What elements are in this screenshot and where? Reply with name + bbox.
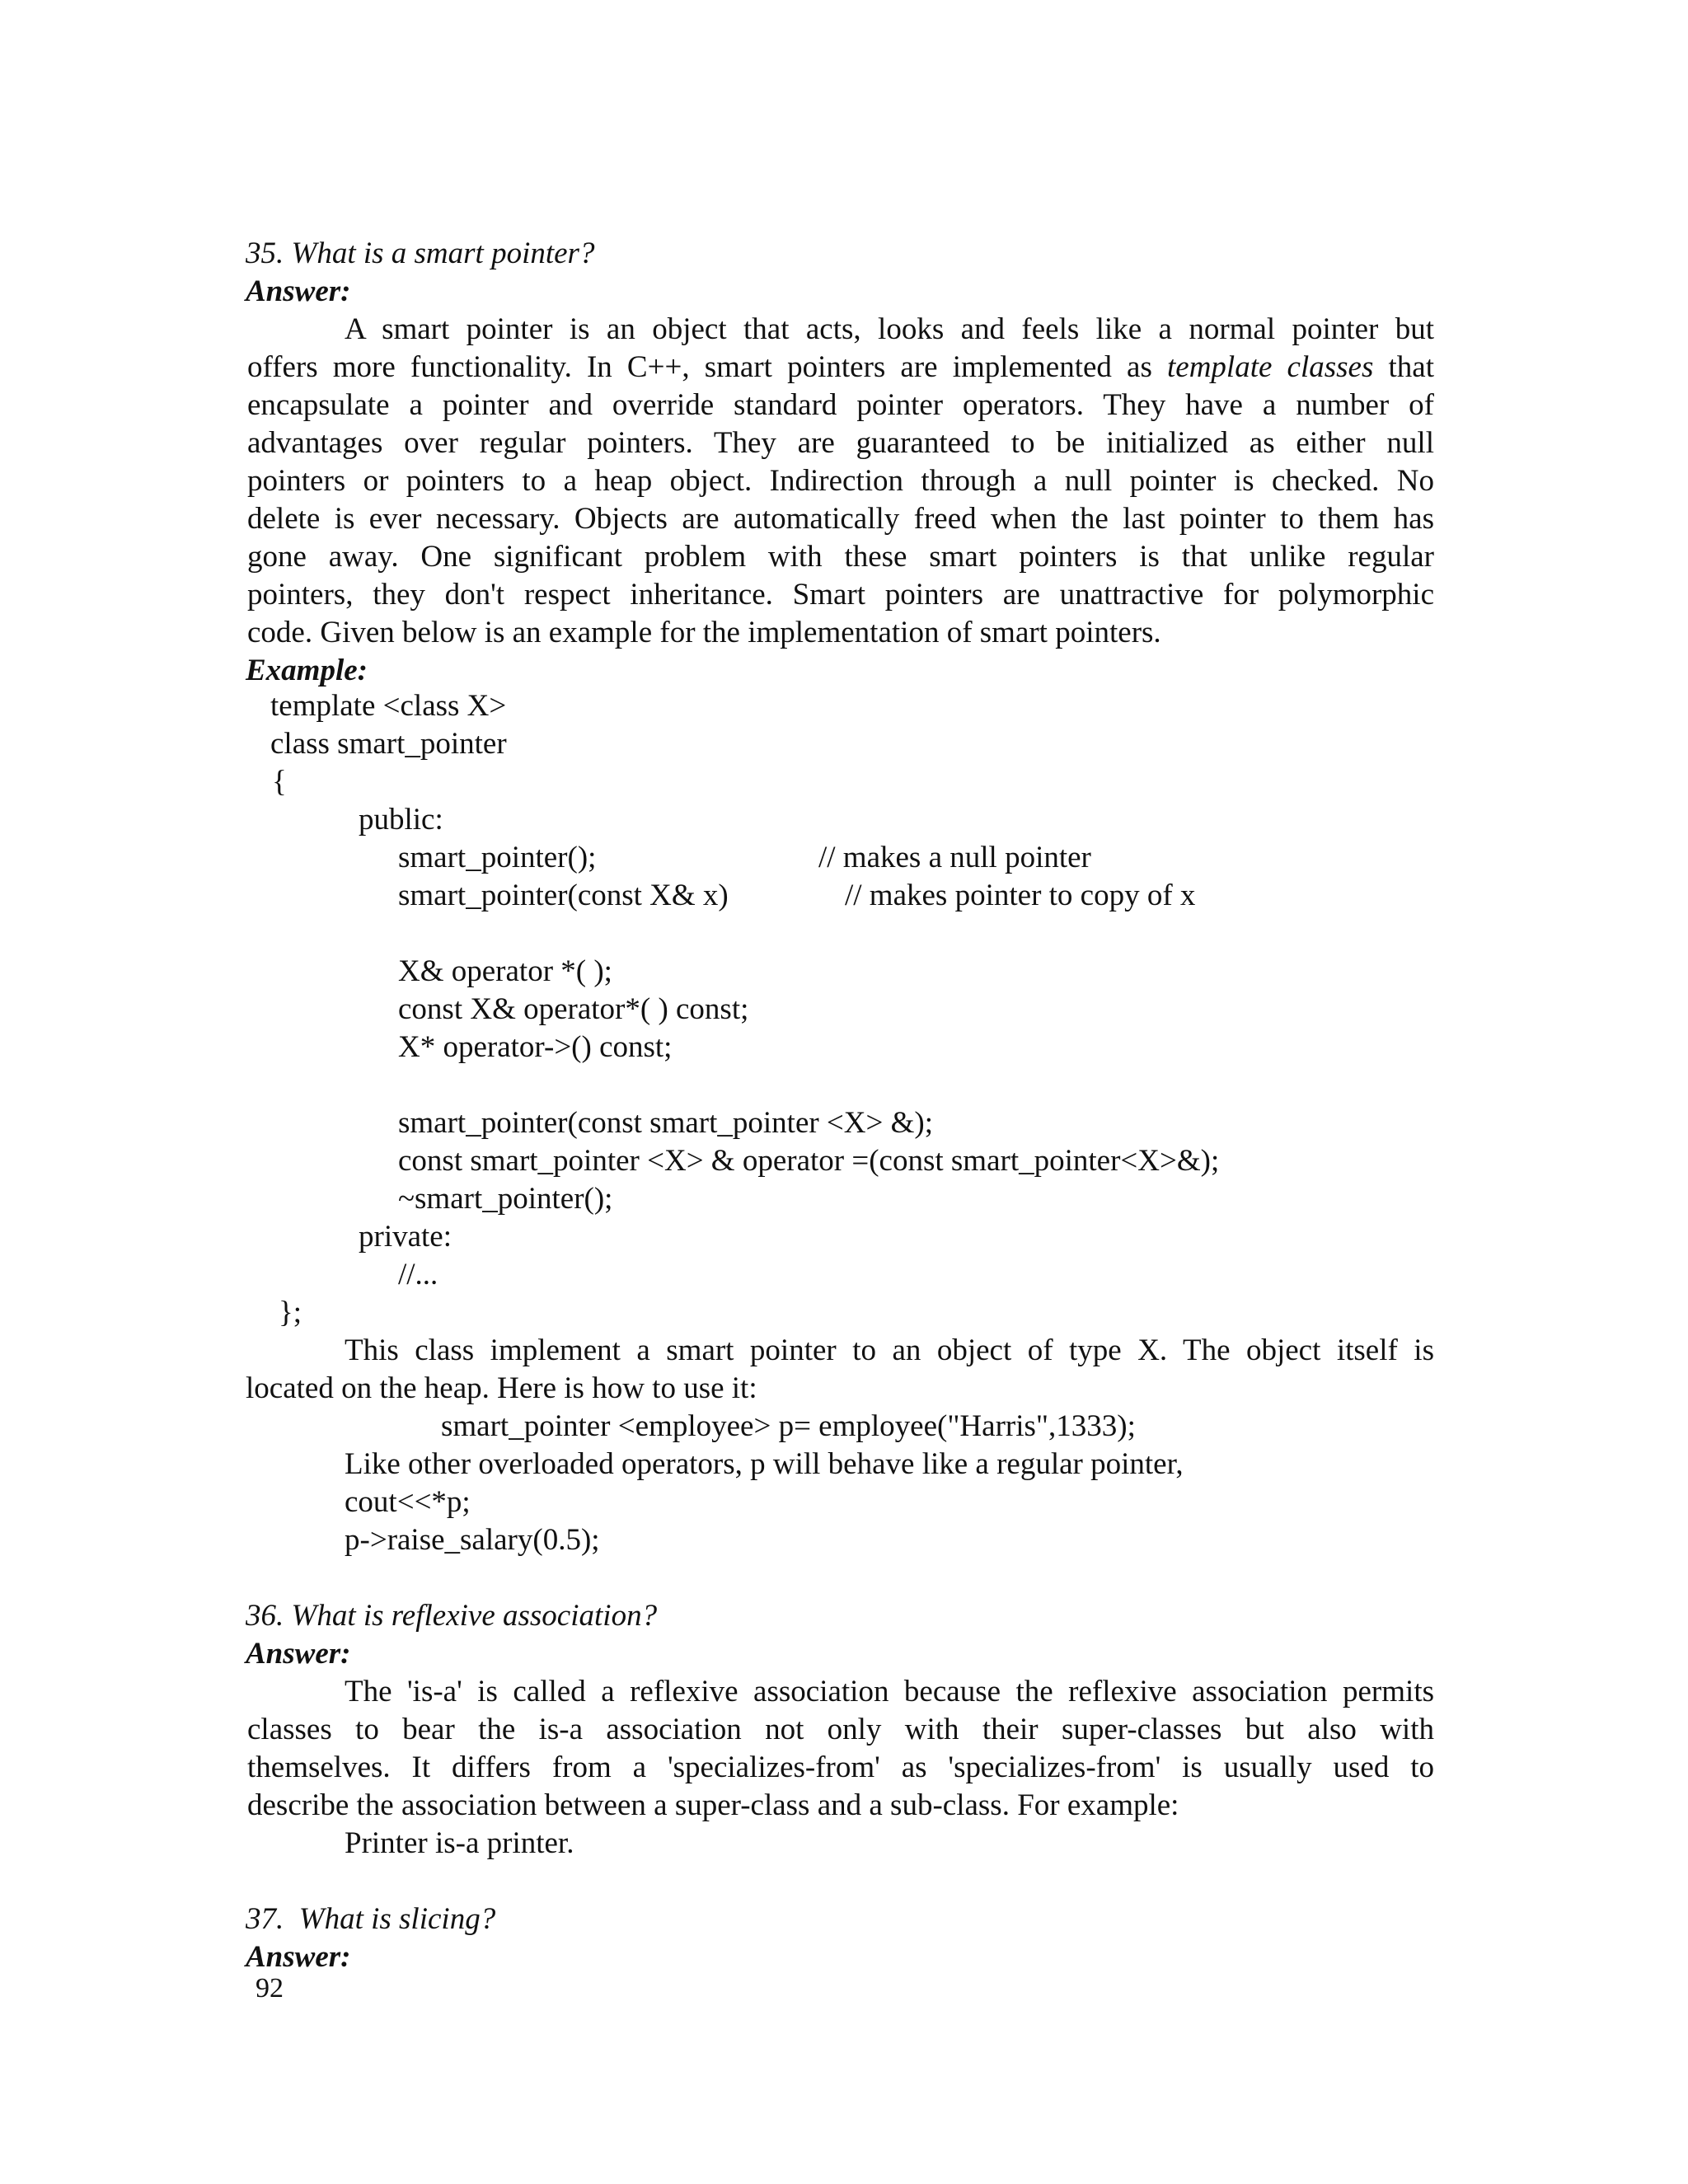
code-line-ctor-copy-x: smart_pointer(const X& x) xyxy=(398,879,729,912)
question-37-title: 37. What is slicing? xyxy=(246,1902,496,1936)
q36-para-line-3: themselves. It differs from a 'specializes-from' as 'specializes-from' is usually used to xyxy=(247,1750,1434,1784)
q35-para-line-1: A smart pointer is an object that acts, looks and feels like a normal pointer but xyxy=(345,312,1434,346)
answer-label-36: Answer: xyxy=(246,1637,351,1671)
code-line-copy-ctor: smart_pointer(const smart_pointer <X> &); xyxy=(398,1106,934,1140)
code-line-arrow-op: X* operator->() const; xyxy=(398,1030,673,1064)
q36-para-line-2: classes to bear the is-a association not only with their super-classes but also with xyxy=(247,1713,1434,1746)
q35-para-line-6: delete is ever necessary. Objects are automatically freed when the last pointer to them has xyxy=(247,502,1434,536)
q35-after-line-3: Like other overloaded operators, p will behave like a regular pointer, xyxy=(345,1447,1184,1481)
q36-para-line-4: describe the association between a super-class and a sub-class. For example: xyxy=(247,1788,1179,1822)
code-comment-null-pointer: // makes a null pointer xyxy=(818,841,1091,874)
example-label: Example: xyxy=(246,654,368,687)
question-36-title: 36. What is reflexive association? xyxy=(246,1599,658,1633)
code-line-assign-op: const smart_pointer <X> & operator =(const smart_pointer<X>&); xyxy=(398,1144,1220,1178)
question-35-title: 35. What is a smart pointer? xyxy=(246,237,595,270)
q35-para-line-3: encapsulate a pointer and override standard pointer operators. They have a number of xyxy=(247,388,1434,422)
q35-para-line-4: advantages over regular pointers. They are guaranteed to be initialized as either null xyxy=(247,426,1434,460)
code-line-destructor: ~smart_pointer(); xyxy=(398,1182,613,1216)
q35-para-line-9: code. Given below is an example for the implementation of smart pointers. xyxy=(247,616,1161,649)
code-comment-copy-of-x: // makes pointer to copy of x xyxy=(845,879,1196,912)
q36-para-line-1: The 'is-a' is called a reflexive association because the reflexive association permits xyxy=(345,1675,1434,1708)
answer-label-35: Answer: xyxy=(246,274,351,308)
code-line-public: public: xyxy=(359,803,443,837)
page-number: 92 xyxy=(256,1973,284,2004)
code-line-ellipsis-comment: //... xyxy=(398,1258,438,1291)
code-line-close-brace: }; xyxy=(279,1296,302,1329)
usage-cout-line: cout<<*p; xyxy=(345,1485,471,1519)
q35-after-line-2: located on the heap. Here is how to use it: xyxy=(246,1371,757,1405)
code-line-open-brace: { xyxy=(272,765,287,799)
template-classes-term: template classes xyxy=(1167,350,1374,384)
q35-para-line-5: pointers or pointers to a heap object. Indirection through a null pointer is checked. No xyxy=(247,464,1434,498)
q36-example-line: Printer is-a printer. xyxy=(345,1826,574,1860)
code-line-deref-op: X& operator *( ); xyxy=(398,954,612,988)
code-line-class: class smart_pointer xyxy=(270,727,507,761)
q35-after-line-1: This class implement a smart pointer to an object of type X. The object itself is xyxy=(345,1333,1434,1367)
code-line-private: private: xyxy=(359,1220,452,1254)
code-line-ctor-default: smart_pointer(); xyxy=(398,841,597,874)
answer-label-37: Answer: xyxy=(246,1940,351,1974)
q35-para-line-2: offers more functionality. In C++, smart pointers are implemented as template classes that xyxy=(247,350,1434,384)
code-line-template: template <class X> xyxy=(270,689,507,723)
q35-para-line-7: gone away. One significant problem with these smart pointers is that unlike regular xyxy=(247,540,1434,574)
usage-code-line: smart_pointer <employee> p= employee("Harris",1333); xyxy=(441,1409,1136,1443)
code-line-const-deref-op: const X& operator*( ) const; xyxy=(398,992,749,1026)
usage-raise-salary-line: p->raise_salary(0.5); xyxy=(345,1523,600,1557)
q35-para-line-8: pointers, they don't respect inheritance. Smart pointers are unattractive for polymorphic xyxy=(247,578,1434,612)
